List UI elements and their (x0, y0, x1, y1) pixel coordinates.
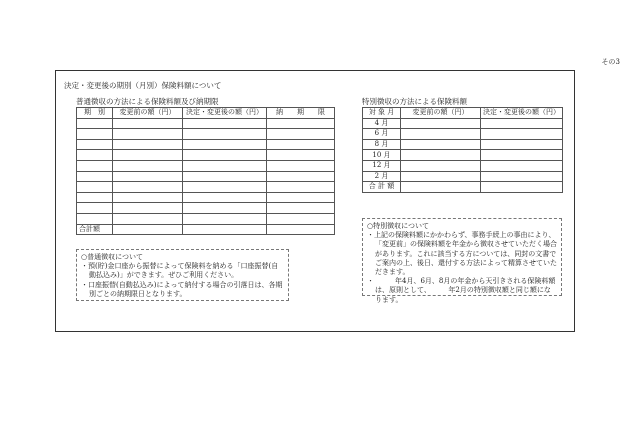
table-cell (401, 171, 481, 182)
page-number: その3 (601, 58, 620, 66)
special-table (362, 107, 563, 193)
table-cell (113, 118, 183, 129)
col-target-month: 対 象 月 (363, 108, 401, 119)
col-before-amount: 変更前の額（円） (113, 108, 183, 119)
table-row (77, 139, 335, 150)
page-title: 決定・変更後の期別（月別）保険料額について (64, 81, 222, 90)
table-row (363, 139, 563, 150)
total-label: 合計額 (77, 224, 113, 235)
special-note-item-1: ・上記の保険料額にかかわらず、事務手続上の事由により、「変更前」の保険料額を年金から徴収させていただく場合があります。これに該当する方については、同封の文書でご案内の上、後日、還付する方法によって精算させていただきます。 (367, 231, 557, 277)
table-cell (77, 150, 113, 161)
table-cell (183, 192, 267, 203)
table-cell (183, 224, 267, 235)
table-row (363, 118, 563, 129)
table-cell (183, 139, 267, 150)
table-cell (267, 224, 335, 235)
special-note-title: ○特別徴収について (367, 222, 429, 230)
table-cell (77, 139, 113, 150)
table-cell (481, 129, 563, 140)
col-period: 期 別 (77, 108, 113, 119)
table-row (77, 129, 335, 140)
col-after-amount: 決定・変更後の額（円） (481, 108, 563, 119)
table-cell (481, 171, 563, 182)
ordinary-note-item-2: ・口座振替(自動払込み)によって納付する場合の引落日は、各期別ごとの納期限日となります。 (81, 280, 283, 298)
ordinary-header-row (77, 108, 335, 119)
table-cell (267, 160, 335, 171)
table-cell (401, 150, 481, 161)
col-before-amount: 変更前の額（円） (401, 108, 481, 119)
table-row (77, 160, 335, 171)
month-label: 12 月 (363, 160, 401, 171)
table-row (363, 150, 563, 161)
table-cell (77, 192, 113, 203)
table-row (77, 182, 335, 193)
table-cell (77, 182, 113, 193)
total-label: 合 計 額 (363, 182, 401, 193)
month-label: 2 月 (363, 171, 401, 182)
table-cell (267, 203, 335, 214)
table-cell (401, 118, 481, 129)
table-cell (113, 192, 183, 203)
table-cell (481, 118, 563, 129)
table-row (363, 160, 563, 171)
table-row (77, 150, 335, 161)
table-cell (113, 150, 183, 161)
table-cell (183, 182, 267, 193)
table-cell (267, 150, 335, 161)
ordinary-table (76, 107, 335, 235)
total-row (77, 224, 335, 235)
col-due-date: 納 期 限 (267, 108, 335, 119)
col-after-amount: 決定・変更後の額（円） (183, 108, 267, 119)
table-cell (183, 118, 267, 129)
table-cell (267, 192, 335, 203)
table-cell (77, 203, 113, 214)
table-cell (267, 118, 335, 129)
table-cell (401, 139, 481, 150)
table-cell (267, 182, 335, 193)
table-cell (77, 213, 113, 224)
table-cell (481, 182, 563, 193)
special-note-item-2: ・ 年4月、6月、8月の年金から天引きされる保険料額は、原則として、 年2月の特別徴収額と同じ額になります。 (367, 277, 556, 304)
table-cell (113, 139, 183, 150)
table-row (77, 171, 335, 182)
special-header-row (363, 108, 563, 119)
table-cell (481, 150, 563, 161)
table-cell (183, 203, 267, 214)
table-cell (401, 160, 481, 171)
table-cell (267, 213, 335, 224)
table-cell (183, 150, 267, 161)
table-cell (481, 160, 563, 171)
table-cell (401, 129, 481, 140)
table-cell (113, 129, 183, 140)
table-row (363, 171, 563, 182)
table-row (363, 129, 563, 140)
ordinary-note (76, 249, 289, 301)
table-cell (77, 129, 113, 140)
special-note (362, 218, 562, 304)
month-label: 10 月 (363, 150, 401, 161)
table-row (77, 213, 335, 224)
table-cell (481, 139, 563, 150)
table-cell (113, 213, 183, 224)
table-cell (113, 224, 183, 235)
table-cell (183, 160, 267, 171)
ordinary-note-item-1: ・預(貯)金口座から振替によって保険料を納める「口座振替(自動払込み)」ができます。ぜひご利用ください。 (81, 262, 279, 280)
table-cell (183, 129, 267, 140)
table-row (77, 203, 335, 214)
table-row (77, 192, 335, 203)
table-cell (77, 171, 113, 182)
table-cell (267, 171, 335, 182)
table-cell (113, 182, 183, 193)
month-label: 4 月 (363, 118, 401, 129)
table-cell (267, 129, 335, 140)
table-cell (401, 182, 481, 193)
table-cell (77, 118, 113, 129)
total-row (363, 182, 563, 193)
ordinary-heading: 普通徴収の方法による保険料額及び納期限 (76, 97, 219, 106)
table-cell (113, 171, 183, 182)
special-heading: 特別徴収の方法による保険料額 (362, 97, 467, 106)
table-cell (77, 160, 113, 171)
table-cell (267, 139, 335, 150)
month-label: 6 月 (363, 129, 401, 140)
table-cell (183, 171, 267, 182)
table-cell (183, 213, 267, 224)
table-cell (113, 203, 183, 214)
ordinary-note-title: ○普通徴収について (81, 253, 143, 261)
table-row (77, 118, 335, 129)
month-label: 8 月 (363, 139, 401, 150)
table-cell (113, 160, 183, 171)
